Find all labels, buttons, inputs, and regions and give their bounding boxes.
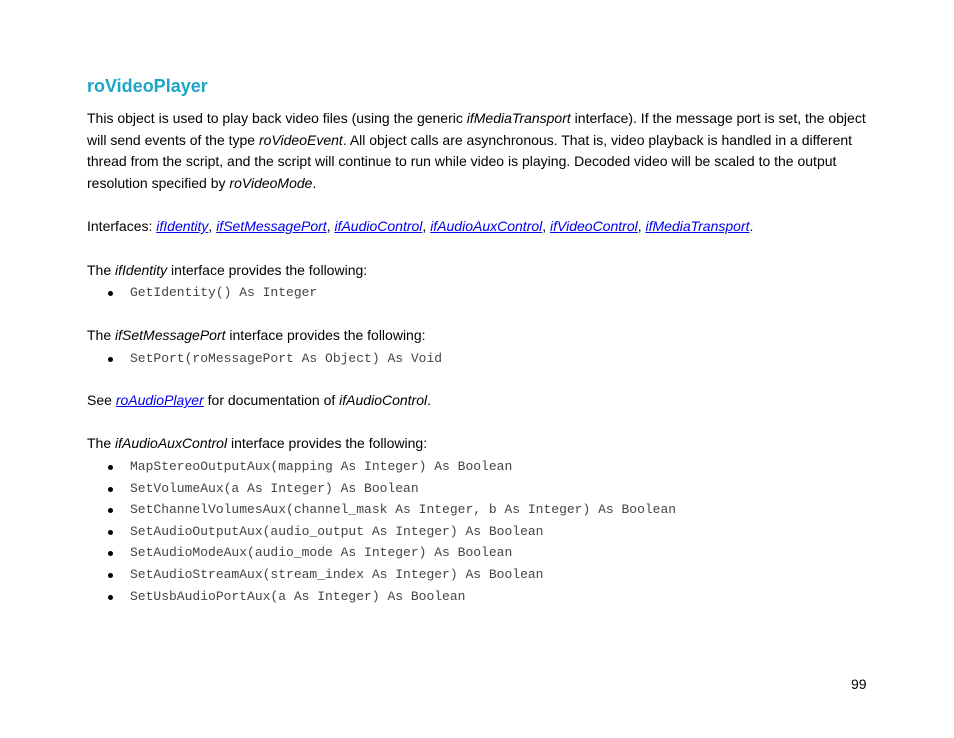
separator: ,	[208, 218, 217, 234]
interface-name: ifIdentity	[115, 262, 168, 278]
bullet-icon	[108, 573, 113, 578]
method-item	[87, 586, 676, 608]
ifidentity-method-list	[87, 282, 317, 304]
link-ifaudioauxcontrol[interactable]: ifAudioAuxControl	[430, 218, 543, 234]
heading-post: interface provides the following:	[167, 262, 368, 278]
method-signature: SetUsbAudioPortAux(a As Integer) As Boolean	[130, 588, 466, 604]
ifsetmessageport-heading	[87, 325, 877, 347]
intro-italic-1: ifMediaTransport	[466, 110, 571, 126]
method-signature: SetAudioOutputAux(audio_output As Integer) As Boolean	[130, 523, 544, 539]
ifaudioauxcontrol-heading	[87, 433, 877, 455]
bullet-icon	[108, 487, 113, 492]
method-signature: SetAudioModeAux(audio_mode As Integer) As Boolean	[130, 545, 513, 561]
bullet-icon	[108, 530, 113, 535]
intro-italic-2: roVideoEvent	[259, 131, 343, 148]
bullet-icon	[108, 291, 113, 296]
heading-pre: The	[87, 435, 116, 451]
bullet-icon	[108, 595, 113, 600]
method-item	[87, 282, 317, 304]
heading-pre: The	[87, 327, 116, 343]
interface-name: ifSetMessagePort	[115, 327, 226, 343]
link-ifsetmessageport[interactable]: ifSetMessagePort	[216, 218, 327, 234]
separator: ,	[422, 218, 431, 234]
bullet-icon	[108, 465, 113, 470]
interfaces-paragraph	[87, 216, 877, 238]
heading-post: interface provides the following:	[227, 435, 428, 451]
method-signature: SetChannelVolumesAux(channel_mask As Integer, b As Integer) As Boolean	[130, 502, 677, 518]
method-item	[87, 456, 676, 478]
intro-text-1: This object is used to play back video files (using the generic	[87, 110, 467, 126]
intro-italic-3: roVideoMode	[229, 174, 313, 191]
method-item	[87, 348, 442, 370]
separator: ,	[637, 218, 646, 234]
terminator: .	[427, 392, 431, 408]
interface-name: ifAudioAuxControl	[115, 435, 228, 451]
link-ifvideocontrol[interactable]: ifVideoControl	[550, 218, 638, 234]
see-text: See	[87, 392, 116, 408]
bullet-icon	[108, 508, 113, 513]
method-signature: SetAudioStreamAux(stream_index As Integer) As Boolean	[130, 566, 544, 582]
intro-paragraph	[87, 108, 877, 194]
method-item	[87, 521, 676, 543]
ifaudioauxcontrol-method-list	[87, 456, 676, 607]
link-ifmediatransport[interactable]: ifMediaTransport	[645, 218, 750, 234]
doc-text: for documentation of	[203, 392, 340, 408]
page-number: 99	[851, 676, 867, 692]
intro-text-4: .	[312, 174, 317, 191]
link-ifidentity[interactable]: ifIdentity	[156, 218, 209, 234]
method-item	[87, 542, 676, 564]
intro-text-2: interface). If the message port is set, the object will send events of the type	[87, 110, 866, 148]
method-signature: MapStereoOutputAux(mapping As Integer) As Boolean	[130, 459, 513, 474]
ifaudiocontrol-paragraph	[87, 390, 877, 412]
bullet-icon	[108, 551, 113, 556]
ifsetmessageport-method-list	[87, 348, 442, 370]
separator: ,	[326, 218, 335, 234]
method-signature: GetIdentity() As Integer	[130, 285, 318, 300]
method-item	[87, 478, 676, 500]
heading-post: interface provides the following:	[225, 327, 426, 343]
ifidentity-heading	[87, 260, 877, 282]
link-ifaudiocontrol[interactable]: ifAudioControl	[334, 218, 423, 234]
link-roaudioplayer[interactable]: roAudioPlayer	[115, 392, 204, 408]
interface-name: ifAudioControl	[339, 392, 428, 408]
method-signature: SetVolumeAux(a As Integer) As Boolean	[130, 480, 419, 496]
terminator: .	[749, 218, 754, 234]
separator: ,	[542, 218, 551, 234]
page-title: roVideoPlayer	[87, 76, 208, 96]
interfaces-label: Interfaces:	[87, 218, 157, 234]
method-item	[87, 564, 676, 586]
heading-pre: The	[87, 262, 116, 278]
bullet-icon	[108, 357, 113, 362]
method-item	[87, 499, 676, 521]
method-signature: SetPort(roMessagePort As Object) As Void	[130, 351, 443, 366]
intro-text-3: . All object calls are asynchronous. That is, video playback is handled in a different thread from the script, and the script will continue to run while video is playing. Decoded video will be scaled to the output resolution specified by	[87, 131, 853, 191]
